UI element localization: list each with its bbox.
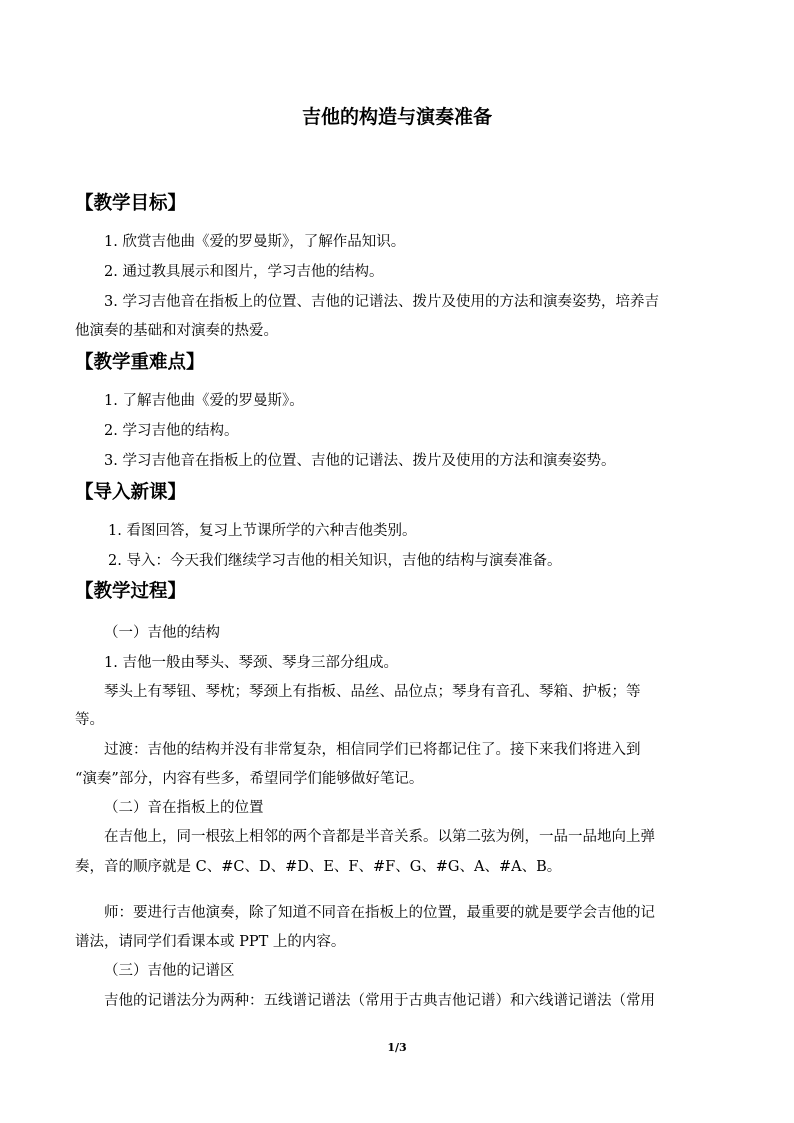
goal-item: 2. 通过教具展示和图片，学习吉他的结构。 xyxy=(104,264,384,280)
process-line: 1. 吉他一般由琴头、琴颈、琴身三部分组成。 xyxy=(104,655,398,671)
process-line: 等。 xyxy=(75,712,104,728)
process-subheading: （三）吉他的记谱区 xyxy=(104,963,235,979)
process-line: 奏，音的顺序就是 C、#C、D、#D、E、F、#F、G、#G、A、#A、B。 xyxy=(75,859,562,875)
goal-item-continuation: 他演奏的基础和对演奏的热爱。 xyxy=(75,323,278,339)
section-heading-process: 【教学过程】 xyxy=(75,581,187,602)
key-point-item: 2. 学习吉他的结构。 xyxy=(104,423,239,439)
process-subheading: （二）音在指板上的位置 xyxy=(104,800,264,816)
process-subheading: （一）吉他的结构 xyxy=(104,625,220,641)
process-line: 吉他的记谱法分为两种：五线谱记谱法（常用于古典吉他记谱）和六线谱记谱法（常用 xyxy=(104,993,655,1009)
key-point-item: 1. 了解吉他曲《爱的罗曼斯》。 xyxy=(104,393,304,409)
goal-item: 3. 学习吉他音在指板上的位置、吉他的记谱法、拨片及使用的方法和演奏姿势，培养吉 xyxy=(104,294,659,310)
key-point-item: 3. 学习吉他音在指板上的位置、吉他的记谱法、拨片及使用的方法和演奏姿势。 xyxy=(104,453,616,469)
intro-item: 1. 看图回答，复习上节课所学的六种吉他类别。 xyxy=(108,523,417,539)
section-heading-goals: 【教学目标】 xyxy=(75,193,187,214)
process-line: 师：要进行吉他演奏，除了知道不同音在指板上的位置，最重要的就是要学会吉他的记 xyxy=(104,905,655,921)
process-line: 在吉他上，同一根弦上相邻的两个音都是半音关系。以第二弦为例，一品一品地向上弹 xyxy=(104,829,655,845)
process-line: 琴头上有琴钮、琴枕；琴颈上有指板、品丝、品位点；琴身有音孔、琴箱、护板；等 xyxy=(104,684,641,700)
process-line: “演奏”部分，内容有些多，希望同学们能够做好笔记。 xyxy=(75,771,424,787)
page-number: 1/3 xyxy=(387,1041,407,1054)
section-heading-key-points: 【教学重难点】 xyxy=(75,352,205,373)
intro-item: 2. 导入：今天我们继续学习吉他的相关知识，吉他的结构与演奏准备。 xyxy=(108,553,562,569)
goal-item: 1. 欣赏吉他曲《爱的罗曼斯》，了解作品知识。 xyxy=(104,234,406,250)
section-heading-intro: 【导入新课】 xyxy=(75,482,187,503)
process-line: 过渡：吉他的结构并没有非常复杂，相信同学们已将都记住了。接下来我们将进入到 xyxy=(104,742,641,758)
document-title: 吉他的构造与演奏准备 xyxy=(301,106,492,128)
process-line: 谱法，请同学们看课本或 PPT 上的内容。 xyxy=(75,934,346,950)
